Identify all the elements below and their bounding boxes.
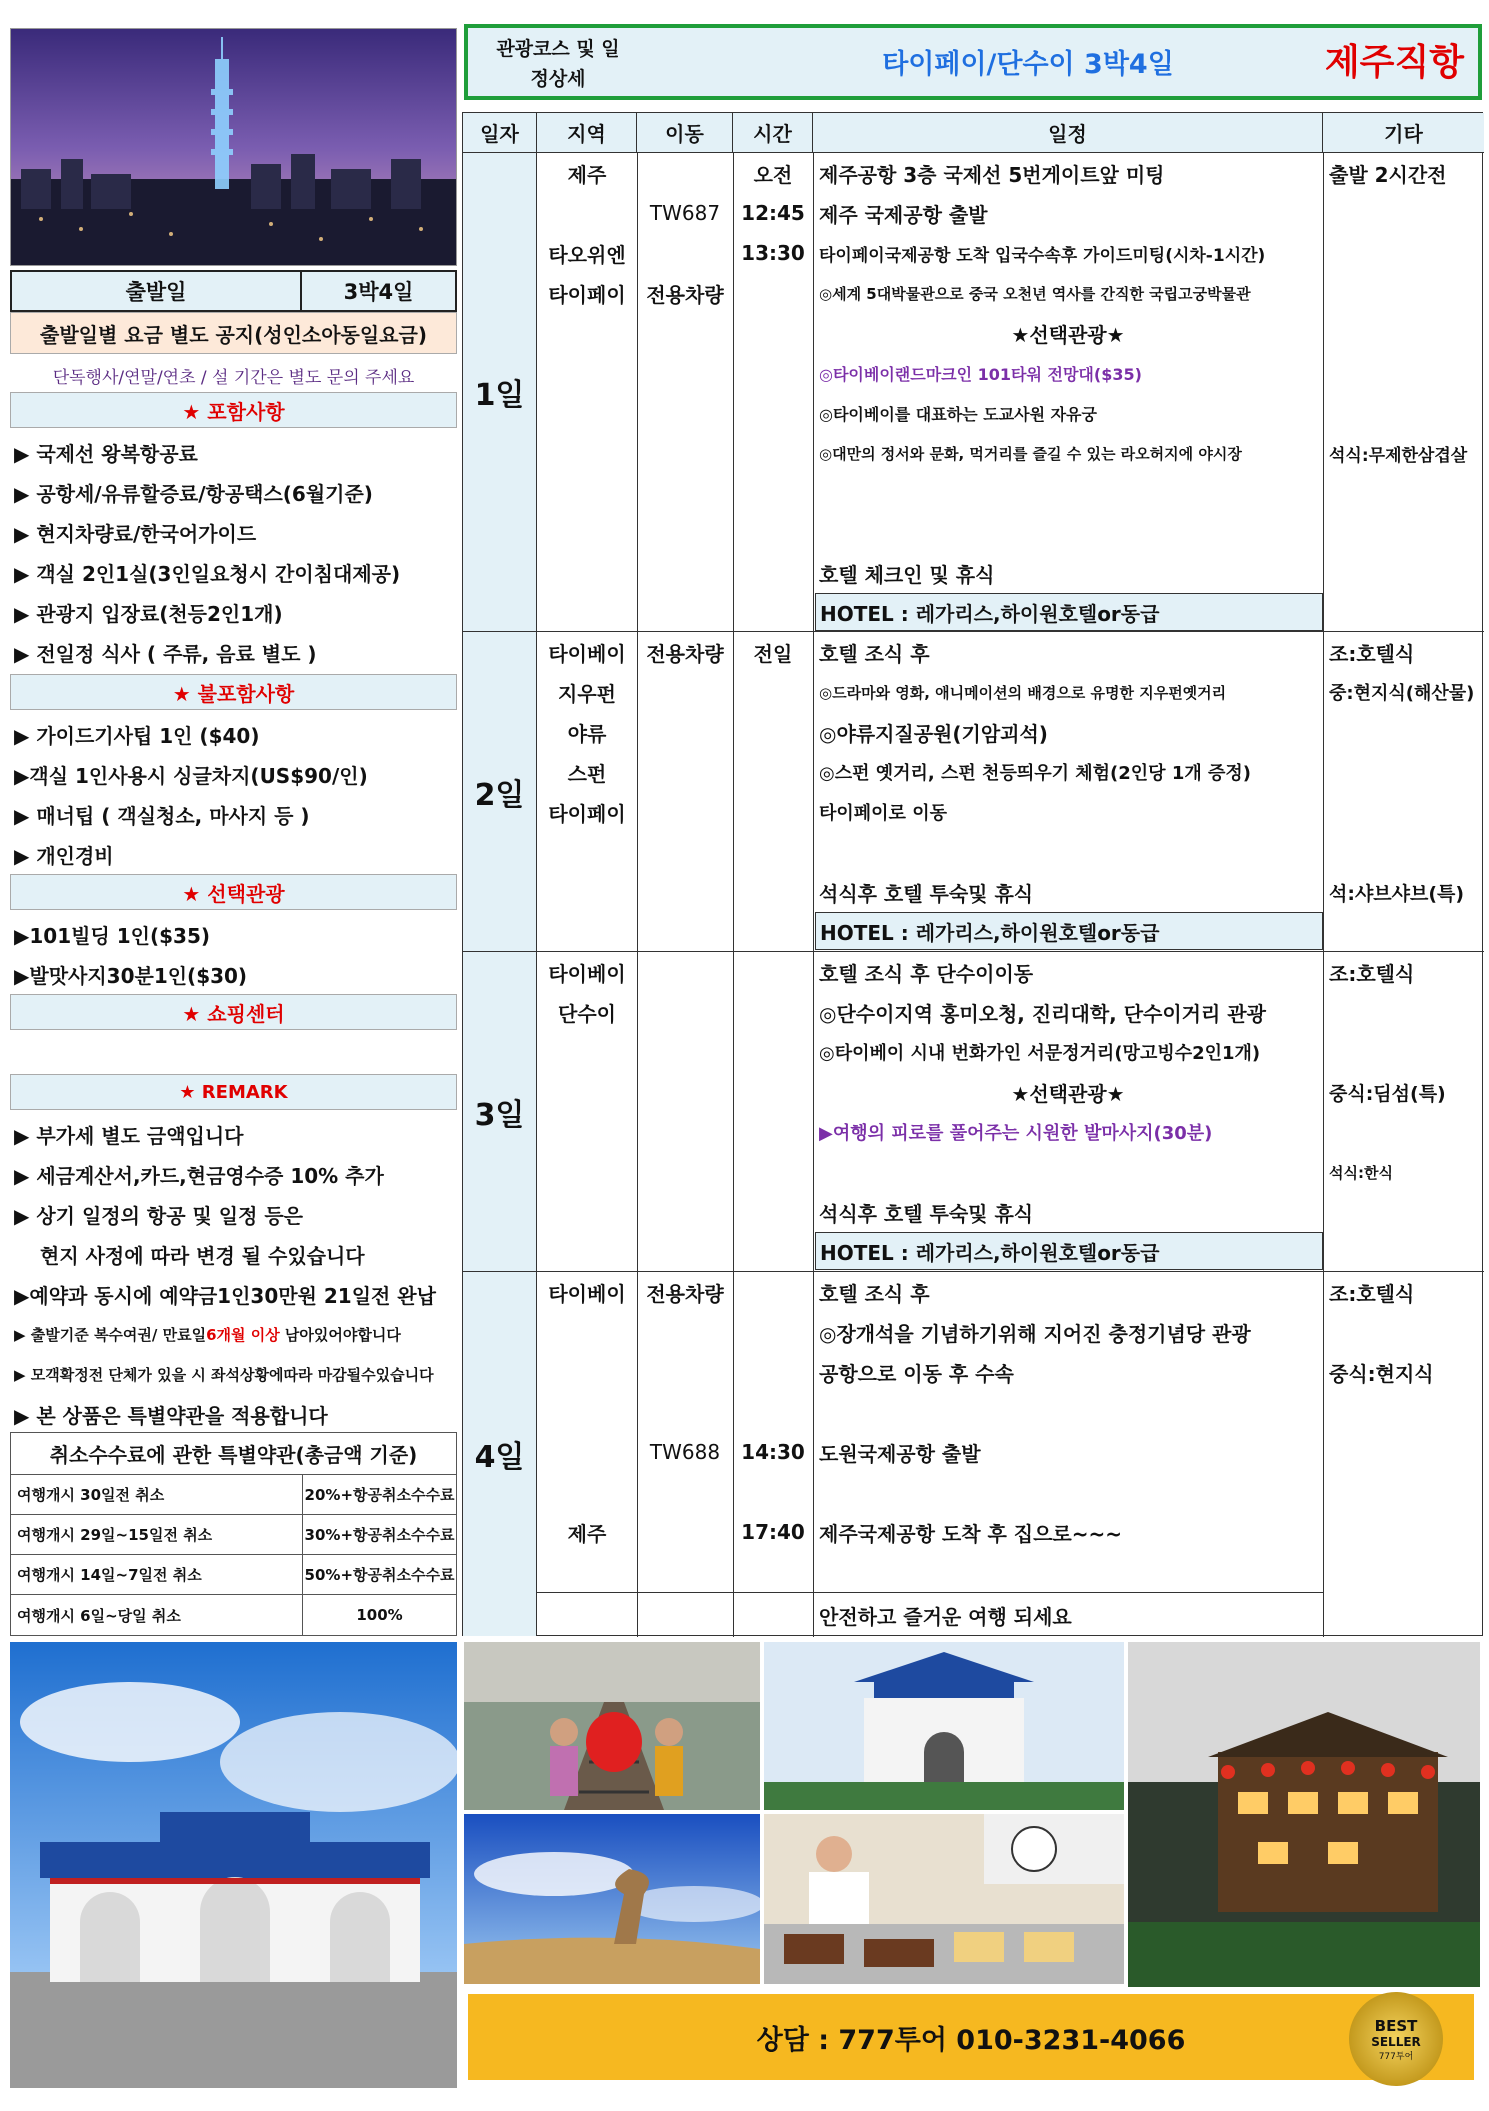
terms-note: ▶ 본 상품은 특별약관을 적용합니다 (14, 1403, 328, 1428)
hotel-info: HOTEL : 레가리스,하이원호텔or동급 (815, 912, 1323, 950)
included-item: ▶ 현지차량료/한국어가이드 (14, 521, 257, 546)
hotel-info: HOTEL : 레가리스,하이원호텔or동급 (815, 1232, 1323, 1270)
schedule-line: 호텔 체크인 및 휴식 (819, 562, 995, 587)
transport-cell: 전용차량 (646, 641, 724, 666)
remark-item: 현지 사정에 따라 변경 될 수있습니다 (40, 1243, 365, 1268)
page-header (464, 24, 1482, 100)
memorial-gate-photo (10, 1642, 457, 2088)
schedule-line: 호텔 조식 후 (819, 1281, 930, 1306)
etc-cell: 중식:현지식 (1329, 1361, 1434, 1386)
flight-cell: TW688 (649, 1440, 721, 1464)
itinerary-table (462, 112, 1483, 1636)
etc-cell: 석식:한식 (1329, 1163, 1393, 1182)
passport-note-highlight: 6개월 이상 (206, 1325, 280, 1344)
etc-cell: 중:현지식(해산물) (1329, 683, 1475, 704)
schedule-line: 호텔 조식 후 단수이이동 (819, 961, 1034, 986)
cancellation-table (10, 1432, 457, 1636)
region-cell: 야류 (567, 721, 607, 746)
header-label: 관광코스 및 일정상세 (496, 38, 620, 90)
passport-note-pre: ▶ 출발기준 복수여권/ 만료일 (14, 1325, 207, 1344)
remark-item: ▶ 세금계산서,카드,현금영수증 10% 추가 (14, 1163, 384, 1188)
schedule-line: ◎타이베이 시내 번화가인 서문정거리(망고빙수2인1개) (819, 1043, 1261, 1064)
taipei-101-night-photo (10, 28, 457, 266)
day-cell-1: 1일 (463, 153, 537, 631)
cancel-period: 여행개시 14일~7일전 취소 (11, 1555, 303, 1594)
excluded-item: ▶객실 1인사용시 싱글차지(US$90/인) (14, 763, 368, 788)
schedule-line: 제주공항 3층 국제선 5번게이트앞 미팅 (819, 162, 1165, 187)
cancel-fee: 30%+항공취소수수료 (304, 1526, 455, 1544)
region-cell: 타이베이 (548, 961, 626, 986)
col-header-region: 지역 (537, 113, 637, 153)
departure-value: 3박4일 (302, 272, 455, 310)
table-row (11, 1475, 456, 1515)
schedule-line: 도원국제공항 출발 (819, 1441, 981, 1466)
seal-line-2: SELLER (1371, 2034, 1421, 2049)
col-divider (813, 153, 814, 1637)
optional-tour-label: ★선택관광★ (1011, 1081, 1125, 1106)
optional-item: ▶101빌딩 1인($35) (14, 923, 210, 948)
region-cell: 타이페이 (548, 801, 626, 826)
col-header-schedule: 일정 (813, 113, 1323, 153)
schedule-line: ◎스펀 옛거리, 스펀 천등띄우기 체험(2인당 1개 증정) (819, 763, 1252, 784)
included-item: ▶ 객실 2인1실(3인일요청시 간이침대제공) (14, 561, 401, 586)
schedule-line: ◎장개석을 기념하기위해 지어진 충정기념당 관광 (819, 1321, 1251, 1346)
col-header-transport: 이동 (637, 113, 733, 153)
shifen-lantern-photo (464, 1642, 760, 1810)
region-cell: 지우펀 (558, 681, 616, 706)
schedule-line: 타이페이로 이동 (819, 803, 947, 824)
closing-message: 안전하고 즐거운 여행 되세요 (819, 1604, 1072, 1629)
region-cell: 제주 (567, 162, 607, 187)
time-cell: 17:40 (741, 1520, 805, 1544)
time-cell: 12:45 (741, 201, 805, 225)
transport-cell: 전용차량 (646, 282, 724, 307)
optional-title: ★ 선택관광 (10, 874, 457, 910)
schedule-line: 석식후 호텔 투숙및 휴식 (819, 881, 1034, 906)
col-header-etc: 기타 (1323, 113, 1484, 153)
included-item: ▶ 관광지 입장료(천등2인1개) (14, 601, 283, 626)
etc-cell: 출발 2시간전 (1329, 162, 1447, 187)
holiday-notice: 단독행사/연말/연초 / 설 기간은 별도 문의 주세요 (52, 367, 415, 388)
etc-cell: 석:샤브샤브(특) (1329, 882, 1465, 905)
cancel-period: 여행개시 30일전 취소 (11, 1475, 303, 1514)
shopping-title: ★ 쇼핑센터 (10, 994, 457, 1030)
departure-label: 출발일 (12, 272, 302, 310)
chiang-kai-shek-hall-photo (764, 1642, 1124, 1810)
day-cell-4: 4일 (463, 1272, 537, 1636)
time-cell: 전일 (753, 641, 793, 666)
schedule-line: 공항으로 이동 후 수속 (819, 1361, 1014, 1386)
time-cell: 13:30 (741, 241, 805, 265)
excluded-title: ★ 불포함사항 (10, 674, 457, 710)
region-cell: 스펀 (567, 761, 607, 786)
schedule-line: 제주 국제공항 출발 (819, 202, 988, 227)
schedule-line: ◎야류지질공원(기암괴석) (819, 721, 1048, 746)
jiufen-teahouse-photo (1128, 1642, 1480, 1987)
region-cell: 타오위엔 (548, 242, 626, 267)
schedule-line: ◎세계 5대박물관으로 중국 오천년 역사를 간직한 국립고궁박물관 (819, 284, 1251, 303)
schedule-line: 호텔 조식 후 (819, 641, 930, 666)
direct-flight-badge: 제주직항 (1324, 42, 1464, 83)
cancel-fee: 20%+항공취소수수료 (304, 1486, 455, 1504)
passport-note-post: 남아있어야합니다 (279, 1325, 401, 1344)
schedule-line: 타이페이국제공항 도착 입국수속후 가이드미팅(시차-1시간) (819, 245, 1266, 266)
included-item: ▶ 전일정 식사 ( 주류, 음료 별도 ) (14, 641, 317, 666)
included-title: ★ 포함사항 (10, 392, 457, 428)
schedule-line: ◎타이베이를 대표하는 도교사원 자유궁 (819, 404, 1097, 424)
day-cell-2: 2일 (463, 632, 537, 951)
col-divider (1323, 153, 1324, 1637)
schedule-line: ▶여행의 피로를 풀어주는 시원한 발마사지(30분) (819, 1123, 1213, 1144)
included-item: ▶ 국제선 왕복항공료 (14, 441, 198, 466)
cancel-period: 여행개시 29일~15일전 취소 (11, 1515, 303, 1554)
group-note: ▶ 모객확정전 단체가 있을 시 좌석상황에따라 마감될수있습니다 (14, 1365, 434, 1384)
schedule-line: ◎드라마와 영화, 애니메이션의 배경으로 유명한 지우펀옛거리 (819, 683, 1227, 702)
time-cell: 14:30 (741, 1440, 805, 1464)
region-cell: 단수이 (558, 1001, 616, 1026)
best-seller-seal (1349, 1992, 1443, 2086)
flight-cell: TW687 (649, 201, 721, 225)
col-header-time: 시간 (733, 113, 813, 153)
cancel-fee: 50%+항공취소수수료 (304, 1566, 455, 1584)
page-title: 타이페이/단수이 3박4일 (882, 49, 1174, 80)
schedule-line: 석식후 호텔 투숙및 휴식 (819, 1201, 1034, 1226)
seal-line-3: 777투어 (1378, 2051, 1414, 2062)
cancellation-title: 취소수수료에 관한 특별약관(총금액 기준) (11, 1433, 456, 1475)
day-cell-3: 3일 (463, 952, 537, 1271)
etc-cell: 조:호텔식 (1329, 961, 1415, 986)
night-market-food-photo (764, 1814, 1124, 1984)
row-divider (537, 1592, 1323, 1593)
yehliu-queens-head-photo (464, 1814, 760, 1984)
optional-tour-label: ★선택관광★ (1011, 322, 1125, 347)
table-row (11, 1515, 456, 1555)
schedule-line: 제주국제공항 도착 후 집으로~~~ (819, 1521, 1123, 1546)
contact-banner: 상담 : 777투어 010-3231-4066 (468, 1994, 1474, 2080)
region-cell: 타이베이 (548, 641, 626, 666)
table-row (11, 1595, 456, 1635)
remark-item: ▶ 상기 일정의 항공 및 일정 등은 (14, 1203, 303, 1228)
schedule-line: ◎대만의 정서와 문화, 먹거리를 즐길 수 있는 라오허지에 야시장 (819, 444, 1242, 463)
passport-note (14, 1314, 454, 1354)
time-cell: 오전 (753, 162, 793, 187)
region-cell: 타이베이 (548, 1281, 626, 1306)
departure-row (10, 270, 457, 312)
excluded-item: ▶ 매너팁 ( 객실청소, 마사지 등 ) (14, 803, 310, 828)
region-cell: 제주 (567, 1521, 607, 1546)
remark-item: ▶ 부가세 별도 금액입니다 (14, 1123, 244, 1148)
cancel-fee: 100% (356, 1606, 403, 1624)
etc-cell: 석식:무제한삼겹살 (1329, 445, 1468, 466)
col-divider (733, 153, 734, 1637)
optional-item: ▶발맛사지30분1인($30) (14, 963, 248, 988)
col-divider (637, 153, 638, 1637)
table-row (11, 1555, 456, 1595)
col-header-day: 일자 (463, 113, 537, 153)
remark-item: ▶예약과 동시에 예약금1인30만원 21일전 완납 (14, 1283, 436, 1308)
etc-cell: 중식:딤섬(특) (1329, 1082, 1446, 1105)
excluded-item: ▶ 개인경비 (14, 843, 114, 868)
etc-cell: 조:호텔식 (1329, 1281, 1415, 1306)
etc-cell: 조:호텔식 (1329, 641, 1415, 666)
schedule-line: ◎단수이지역 홍미오청, 진리대학, 단수이거리 관광 (819, 1001, 1266, 1026)
region-cell: 타이페이 (548, 282, 626, 307)
remark-title: ★ REMARK (10, 1074, 457, 1110)
included-item: ▶ 공항세/유류할증료/항공택스(6월기준) (14, 481, 373, 506)
cancel-period: 여행개시 6일~당일 취소 (11, 1595, 303, 1635)
schedule-line: ◎타이베이랜드마크인 101타워 전망대($35) (819, 364, 1142, 384)
seal-line-1: BEST (1374, 2016, 1418, 2035)
fare-notice: 출발일별 요금 별도 공지(성인소아동일요금) (10, 312, 457, 354)
hotel-info: HOTEL : 레가리스,하이원호텔or동급 (815, 593, 1323, 631)
excluded-item: ▶ 가이드기사팁 1인 ($40) (14, 723, 260, 748)
transport-cell: 전용차량 (646, 1281, 724, 1306)
